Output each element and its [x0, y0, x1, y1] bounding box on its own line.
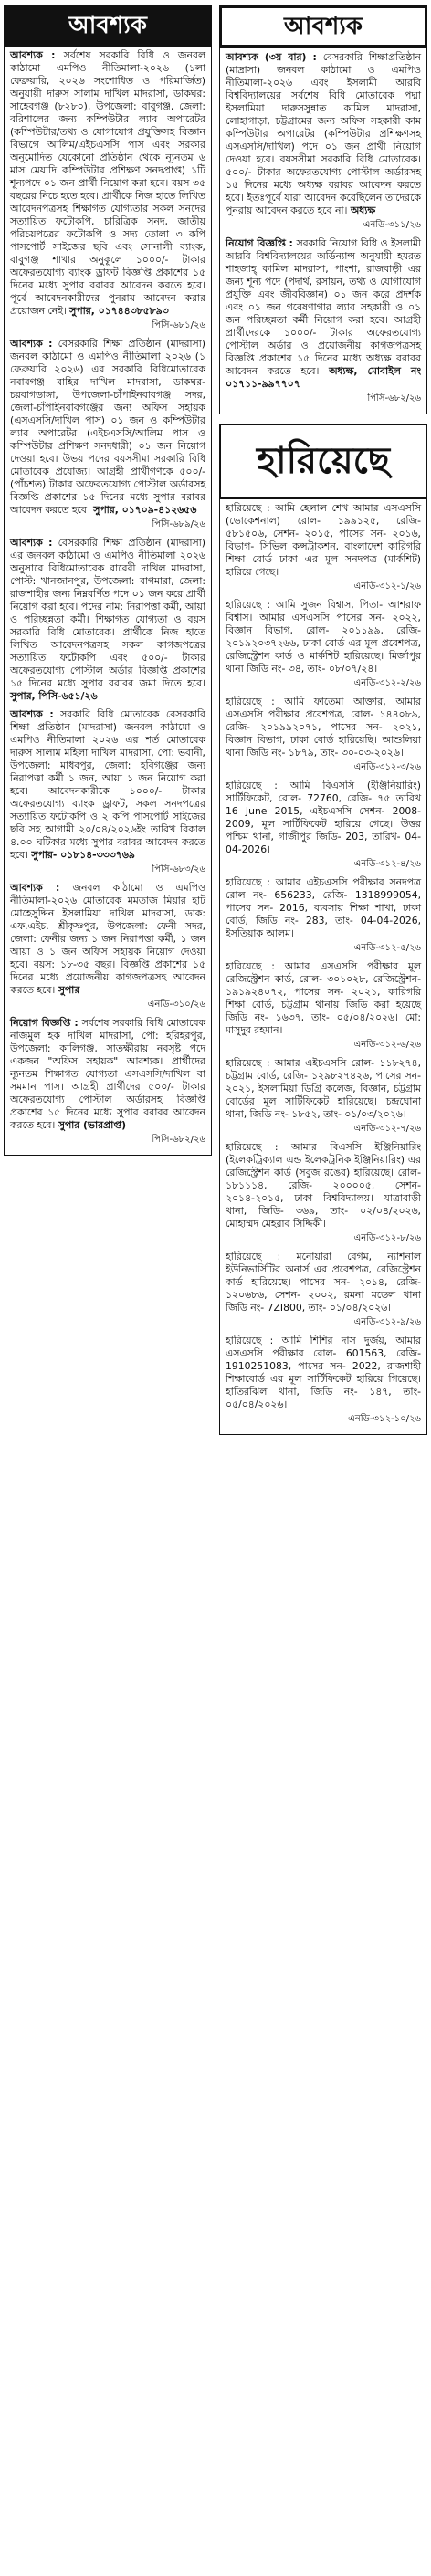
ad-signer: সুপার (ভারপ্রাপ্ত)	[58, 1119, 127, 1131]
lost-notice-code: এনডি-৩১২-৬/২৬	[353, 1040, 421, 1050]
ad-code: পিসি-৬৮৩/২৬	[152, 864, 205, 874]
lost-notice	[226, 780, 421, 871]
ad-signer: সুপার- ০১৮১৪-৩৩৩৭৬৯	[31, 849, 135, 861]
lost-notice-text: হারিয়েছে : মনোয়ারা বেগম, ন্যাশনাল ইউনিভার্সিটির অনার্স এর প্রবেশপত্র, রেজিস্ট্রেশন কার্ড হারিয়েছে। পাসের সন- ২০১৪, রেজি- ১২০৬৮৬, সেশন- ২০০২, রমনা মডেল থানা জিডি নং- 7ZI800, তাং- ০১/০৪/২০২৬।	[226, 1251, 421, 1314]
lost-notice	[226, 960, 421, 1052]
ad-item	[10, 537, 205, 703]
lost-notice-text: হারিয়েছে : আমি হেলাল শেখ আমার এসএসসি (ভোকেশনাল) রোল- ১৯৯১২৫, রেজি- ৫৮১৫০৬, সেশন- ২০১৫, পাসের সন- ২০১৬, বিভাগ- সিভিল কন্সট্রাকশন, বাংলাদেশ কারিগরি শিক্ষা বোর্ড ঢাকা এর মূল সনদপত্র (মার্কশিট) হারিয়ে গেছে।	[226, 502, 421, 578]
lost-notice	[226, 876, 421, 955]
lost-notice	[226, 1141, 421, 1245]
ad-code: পিসি-৬৮১/২৬	[152, 320, 205, 330]
lost-notices-box	[219, 498, 427, 1435]
ad-code: পিসি-৬৮৯/২৬	[152, 519, 205, 529]
lost-notice-text: হারিয়েছে : আমি বিএসসি (ইঞ্জিনিয়ারিং) সার্টিফিকেট, রোল- 72760, রেজি- ৭৫ তারিখ 16 June 2015, এইচএসসি সেশন- 2008-2009, মূল সার্টিফিকেট হারিয়ে গেছে। উত্তর পশ্চিম থানা, গাজীপুর জিডি- 203, তারিখ- 04-04-2026।	[226, 780, 421, 855]
left-column	[4, 5, 212, 1156]
lost-notice-text: হারিয়েছে : আমার এসএসসি পরীক্ষার মূল রেজিস্ট্রেশন কার্ড, রোল- ৩০১০২৮, রেজিস্ট্রেশন- ১৯১৯২৪০৭২, পাসের সন- ২০২১, কারিগরি শিক্ষা বোর্ড, চট্টগ্রাম থানায় জিডি করা হয়েছে জিডি নং- ১৬৩৭, তাং- ০৫/০৪/২০২৬। মো: মাসুদুর রহমান।	[226, 960, 421, 1036]
ad-item	[10, 708, 205, 876]
recruitment-banner-right: আবশ্যক	[219, 5, 427, 47]
ad-code: এনডি-৩১১/২৬	[363, 220, 421, 230]
ad-item	[10, 49, 205, 332]
ad-body: বেসরকারি শিক্ষা প্রতিষ্ঠান (মাদরাসা) এর জনবল কাঠামো ও এমপিও নীতিমালা ২০২৬ অনুসারে বিধিমোতাবেক রারেরী দাখিল মাদরাসা, পোস্ট: খানজানপুর, উপজেলা: বাগমারা, জেলা: রাজশাহীর জন্য নিম্নবর্ণিত পদে ০১ জন করে প্রার্থী নিয়োগ করা হবে। পদের নাম: নিরাপত্তা কর্মী, আয়া ও পরিচ্ছন্নতা কর্মী। শিক্ষাগত যোগ্যতা ও বয়স সরকারি বিধি মোতাবেক। প্রার্থীকে নিজ হাতে লিখিত আবেদনপত্রসহ সকল কাগজপত্রের সত্যায়িত ফটোকপি এবং ৫০০/- টাকার অফেরতযোগ্য পোস্টাল অর্ডার বিজ্ঞপ্তি প্রকাশের ১৫ দিনের মধ্যে সুপার বরাবর জমা দিতে হবে।	[10, 537, 205, 689]
lost-notice-code: এনডি-৩১২-১/২৬	[353, 581, 421, 592]
ad-item	[226, 237, 421, 405]
lost-notice-text: হারিয়েছে : আমার এইচএসসি রোল- ১১৮২৭৪, চট্টগ্রাম বোর্ড, রেজি- ১২৯৮২৭৪২৬, পাসের সন- ২০২১, ইসলামিয়া ডিগ্রি কলেজ, বিজ্ঞান, চট্টগ্রাম বোর্ডের মূল সার্টিফিকেট হারিয়েছে। চন্দ্রঘোনা থানা, জিডি নং- ১৮৫২, তাং- ০১/০৩/২০২৬।	[226, 1057, 421, 1120]
lost-notice-code: এনডি-৩১২-২/২৬	[353, 678, 421, 688]
ad-body: বেসরকারি শিক্ষাপ্রতিষ্ঠান (মাদ্রাসা) জনবল কাঠামো ও এমপিও নীতিমালা-২০২৬ এবং ইসলামী আরবি বিশ্ববিদ্যালয়ের সর্বশেষ বিধি মোতাবেক পদ্মা ইসলামিয়া দারুসসুন্নাত কামিল মাদরাসা, লোহাগাড়া, চট্টগ্রামের জন্য অফিস সহকারী কাম কম্পিউটার অপারেটর (কম্পিউটার প্রশিক্ষণসহ এসএসসি/দাখিল) পদে ০১ জন প্রার্থী নিয়োগ দেওয়া হবে। বয়সসীমা সরকারি বিধি মোতাবেক। ৫০০/- টাকার অফেরতযোগ্য পোস্টাল অর্ডারসহ ১৫ দিনের মধ্যে অধ্যক্ষ বরাবর আবেদন করতে হবে। ইতঃপূর্বে যারা আবেদন করেছিলেন তাদেরকে পুনরায় আবেদন করতে হবে না।	[226, 51, 421, 216]
lost-notice-code: এনডি-৩১২-৫/২৬	[353, 943, 421, 953]
ad-title: আবশ্যক :	[10, 537, 53, 549]
right-ads-box	[219, 47, 427, 414]
recruitment-banner-left: আবশ্যক	[4, 5, 212, 46]
lost-notice-code: এনডি-৩১২-৩/২৬	[353, 762, 421, 772]
ad-code: পিসি-৬৮২/২৬	[367, 393, 421, 403]
lost-notice-text: হারিয়েছে : আমার বিএসসি ইঞ্জিনিয়ারিং (ইলেকট্রিক্যাল এন্ড ইলেকট্রনিক ইঞ্জিনিয়ারিং) এর রেজিস্ট্রেশন কার্ড (সবুজ রঙের) হারিয়েছে। রোল- ১৮১১১৪, রেজি- ২০০০০৫, সেশন- ২০১৪-২০১৫, ঢাকা বিশ্ববিদ্যালয়। যাত্রাবাড়ী থানা, জিডি- ৩৬৯, তাং- ০২/০৪/২০২৬, মোহাম্মদ মেহরাব সিদ্দিকী।	[226, 1141, 421, 1230]
ad-body: জনবল কাঠামো ও এমপিও নীতিমালা-২০২৬ মোতাবেক মমতাজ মিয়ার হাট মোহেসুদ্দিন ইসলামিয়া দাখিল মাদরাসা, ডাক: এফ.এইচ. শ্রীকৃষ্ণপুর, উপজেলা: ফেনী সদর, জেলা: ফেনীর জন্য ১ জন নিরাপত্তা কর্মী, ১ জন আয়া ও ১ জন অফিস সহায়ক নিয়োগ দেওয়া হবে। বয়স: ১৮-৩৫ বছর। বিজ্ঞপ্তি প্রকাশের ১৫ দিনের মধ্যে প্রয়োজনীয় কাগজপত্রসহ আবেদন করতে হবে।	[10, 882, 205, 996]
lost-notice-text: হারিয়েছে : আমি শিশির দাস দুর্জয়, আমার এসএসসি পরীক্ষার রোল- 601563, রেজি- 1910251083, পাসের সন- 2022, রাজশাহী শিক্ষাবোর্ড এর মূল সার্টিফিকেট হারিয়ে গিয়েছে। হাতিরঝিল থানা, জিডি নং- ১৪৭, তাং- ০৫/০৪/২০২৬।	[226, 1335, 421, 1410]
ad-code: পিসি-৬৮২/২৬	[152, 1135, 205, 1145]
ad-item	[226, 51, 421, 232]
right-column	[219, 5, 427, 1435]
ad-signer: অধ্যক্ষ	[350, 204, 376, 216]
ad-title: আবশ্যক :	[10, 882, 60, 894]
ad-signer: সুপার, পিসি-৬৫১/২৬	[10, 690, 98, 702]
lost-banner: হারিয়েছে	[219, 424, 427, 498]
ad-title: আবশ্যক :	[10, 338, 53, 350]
ad-body: সর্বশেষ সরকারি বিধি মোতাবেক নাজমুল হক দাখিল মাদরাসা, পো: হরিহরপুর, উপজেলা: কালিগঞ্জ, সাতক্ষীরায় নবসৃষ্ট পদে একজন "অফিস সহায়ক" আবশ্যক। প্রার্থীদের ন্যূনতম শিক্ষাগত যোগ্যতা এসএসসি/দাখিল বা সমমান পাস। আগ্রহী প্রার্থীদের ৫০০/- টাকার অফেরতযোগ্য পোস্টাল অর্ডারসহ বিজ্ঞপ্তি প্রকাশের ১৫ দিনের মধ্যে সুপার বরাবর আবেদন করতে হবে।	[10, 1017, 206, 1131]
lost-notice	[226, 502, 421, 593]
lost-notice-code: এনডি-৩১২-৮/২৬	[353, 1233, 421, 1243]
ad-body: বেসরকারি শিক্ষা প্রতিষ্ঠান (মাদরাসা) জনবল কাঠামো ও এমপিও নীতিমালা ২০২৬ (১ ফেব্রুয়ারি ২০২৬) এর সরকারি বিধিমোতাবেক নবাবগঞ্জ বাহির দাখিল মাদরাসা, ডাকঘর-চরবাগডাঙ্গা, উপজেলা-চাঁপাইনবাবগঞ্জ সদর, জেলা-চাঁপাইনবাবগঞ্জের জন্য অফিস সহায়ক (এসএসসি/দাখিল পাস) ০১ জন ও কম্পিউটার ল্যাব অপারেটর (এইচএসসি/আলিম পাস ও কম্পিউটার প্রশিক্ষণ সনদধারী) ০১ জন নিয়োগ দেওয়া হবে। উভয় পদের বয়সসীমা সরকারি বিধি মোতাবেক প্রযোজ্য। আগ্রহী প্রার্থীগণকে ৫০০/- (পাঁচশত) টাকার অফেরতযোগ্য পোস্টাল অর্ডারসহ বিজ্ঞপ্তি প্রকাশের ১৫ দিনের মধ্যে সুপার বরাবর আবেদন করতে হবে।	[10, 338, 205, 516]
lost-notice-text: হারিয়েছে : আমি ফাতেমা আক্তার, আমার এসএসসি পরীক্ষার প্রবেশপত্র, রোল- ১৪৪০৮৯, রেজি- ২০১৯৯২০৭১, পাসের সন- ২০২১, বিজ্ঞান বিভাগ, ঢাকা বোর্ড হারিয়েছি। আশুলিয়া থানা জিডি নং- ১৮৭৯, তাং- ৩০-০৩-২০২৬।	[226, 696, 421, 759]
lost-notice-text: হারিয়েছে : আমি সুজন বিশ্বাস, পিতা- আশরাফ বিশ্বাস। আমার এসএসসি পাসের সন- ২০২২, বিজ্ঞান বিভাগ, রোল- ২০১১৯৯, রেজি- ২০১৯২০৩৭২৬৬, ঢাকা বোর্ড এর মূল প্রবেশপত্র, রেজিস্ট্রেশন কার্ড ও মার্কশিট হারিয়েছে। মির্জাপুর থানা জিডি নং- ৩৪, তাং- ০৮/০৭/২৪।	[226, 599, 421, 675]
lost-notice	[226, 1335, 421, 1426]
ad-item	[10, 338, 205, 531]
left-ads-box	[4, 46, 212, 1156]
ad-body: সরকারি নিয়োগ বিধি ও ইসলামী আরবি বিশ্ববিদ্যালয়ের অর্ডিন্যান্স অনুযায়ী হযরত শাহজাহ্ কামিল মাদরাসা, পাংশা, রাজবাড়ী এর জন্য শূন্য পদে (পদার্থ, রসায়ন, তথ্য ও যোগাযোগ প্রযুক্তি এবং জীববিজ্ঞান) ০১ জন করে প্রদর্শক এবং ০১ জন গবেষণাগার ল্যাব সহকারী ও ০১ জন পরিচ্ছন্নতা কর্মী নিয়োগ করা হবে। আগ্রহী প্রার্থীদেরকে ১০০০/- টাকার অফেরতযোগ্য পোস্টাল অর্ডার ও প্রয়োজনীয় কাগজপত্রসহ বিজ্ঞপ্তি প্রকাশের ১৫ দিনের মধ্যে অধ্যক্ষ বরাবর আবেদন করতে হবে।	[226, 237, 422, 377]
ad-code: এনডি-৩১০/২৬	[147, 1000, 205, 1010]
lost-notice-code: এনডি-৩১২-৪/২৬	[353, 859, 421, 869]
ad-item	[10, 1017, 205, 1147]
ad-signer: সুপার	[58, 984, 80, 996]
ad-signer: সুপার, ০১৭০৯-৪১২৬৫৬	[93, 504, 197, 516]
ad-item	[10, 882, 205, 1011]
ad-body: সরকারি বিধি মোতাবেক বেসরকারি শিক্ষা প্রতিষ্ঠান (মাদরাসা) জনবল কাঠামো ও এমপিও নীতিমালা ২০২৬ এর শর্ত মোতাবেক দারুস সালাম মহিলা দাখিল মাদরাসা, পো: ভবানী, উপজেলা: মাধবপুর, জেলা: হবিগঞ্জের জন্য নিরাপত্তা কর্মী ১ জন, আয়া ১ জন নিয়োগ করা হবে। আবেদনকারীকে ১০০০/- টাকার অফেরতযোগ্য ব্যাংক ড্রাফট, সকল সনদপত্রের সত্যায়িত ফটোকপি ও ২ কপি পাসপোর্ট সাইজের ছবি সহ আগামী ২০/০৪/২০২৬ইং তারিখ বিকাল ৪.০০ ঘটিকার মধ্যে সুপার বরাবর আবেদন করতে হবে।	[10, 708, 205, 861]
ad-title: আবশ্যক :	[10, 49, 56, 61]
ad-title: আবশ্যক (৩য় বার) :	[226, 51, 317, 63]
lost-notice-text: হারিয়েছে : আমার এইচএসসি পরীক্ষার সনদপত্র রোল নং- 656233, রেজি- 1318999054, পাসের সন- 2016, ব্যবসায় শিক্ষা শাখা, ঢাকা বোর্ড, জিডি নং- 283, তাং- 04-04-2026, ইসতিয়াক আলম।	[226, 876, 421, 939]
lost-notice-code: এনডি-৩১২-৭/২৬	[353, 1124, 421, 1134]
ad-title: নিয়োগ বিজ্ঞপ্তি :	[10, 1017, 79, 1029]
ad-body: সর্বশেষ সরকারি বিধি ও জনবল কাঠামো এমপিও নীতিমালা-২০২৬ (১লা ফেব্রুয়ারি, ২০২৬ সংশোধিত ও পরিমার্জিত) অনুযায়ী দারুস সালাম দাখিল মাদরাসা, ডাকঘর: সাহেবগঞ্জ (৮২৮০), উপজেলা: বাবুগঞ্জ, জেলা: বরিশালের জন্য কম্পিউটার ল্যাব অপারেটর (কম্পিউটার/তথ্য ও যোগাযোগ প্রযুক্তিসহ বিজ্ঞান বিভাগে আলিম/এইচএসসি পাস এবং সরকার অনুমোদিত যেকোনো প্রতিষ্ঠান থেকে ন্যূনতম ৬ মাস মেয়াদি কম্পিউটার প্রশিক্ষণ সনদপ্রাপ্ত) ১টি শূন্যপদে ০১ জন প্রার্থী নিয়োগ করা হবে। বয়স ৩৫ বছরের নিচে হতে হবে। প্রার্থীকে নিজ হাতে লিখিত আবেদনপত্রসহ শিক্ষাগত যোগ্যতার সকল সনদের সত্যায়িত ফটোকপি, চারিত্রিক সনদ, জাতীয় পরিচয়পত্রের ফটোকপি ও সদ্য তোলা ৩ কপি পাসপোর্ট সাইজের ছবি এবং সোনালী ব্যাংক, বাবুগঞ্জ শাখার অনুকূলে ১০০০/- টাকার অফেরতযোগ্য ব্যাংক ড্রাফট বিজ্ঞপ্তি প্রকাশের ১৫ দিনের মধ্যে সুপার বরাবর আবেদন করতে হবে। পূর্বে আবেদনকারীদের পুনরায় আবেদন করার প্রয়োজন নেই।	[10, 49, 205, 317]
lost-notice	[226, 1251, 421, 1329]
lost-notice	[226, 1057, 421, 1136]
ad-title: নিয়োগ বিজ্ঞপ্তি :	[226, 237, 293, 249]
lost-notice	[226, 599, 421, 690]
ad-signer: অধ্যক্ষ, মোবাইল নং ০১৭১১-৯৯৭৭০৭	[226, 365, 421, 390]
ad-title: আবশ্যক :	[10, 708, 54, 720]
lost-notice-code: এনডি-৩১২-৯/২৬	[353, 1317, 421, 1327]
ad-signer: সুপার, ০১৭৪৪৩৮৫৮৯৩	[69, 305, 169, 317]
lost-notice	[226, 696, 421, 774]
lost-notice-code: এনডি-৩১২-১০/২৬	[348, 1414, 421, 1424]
